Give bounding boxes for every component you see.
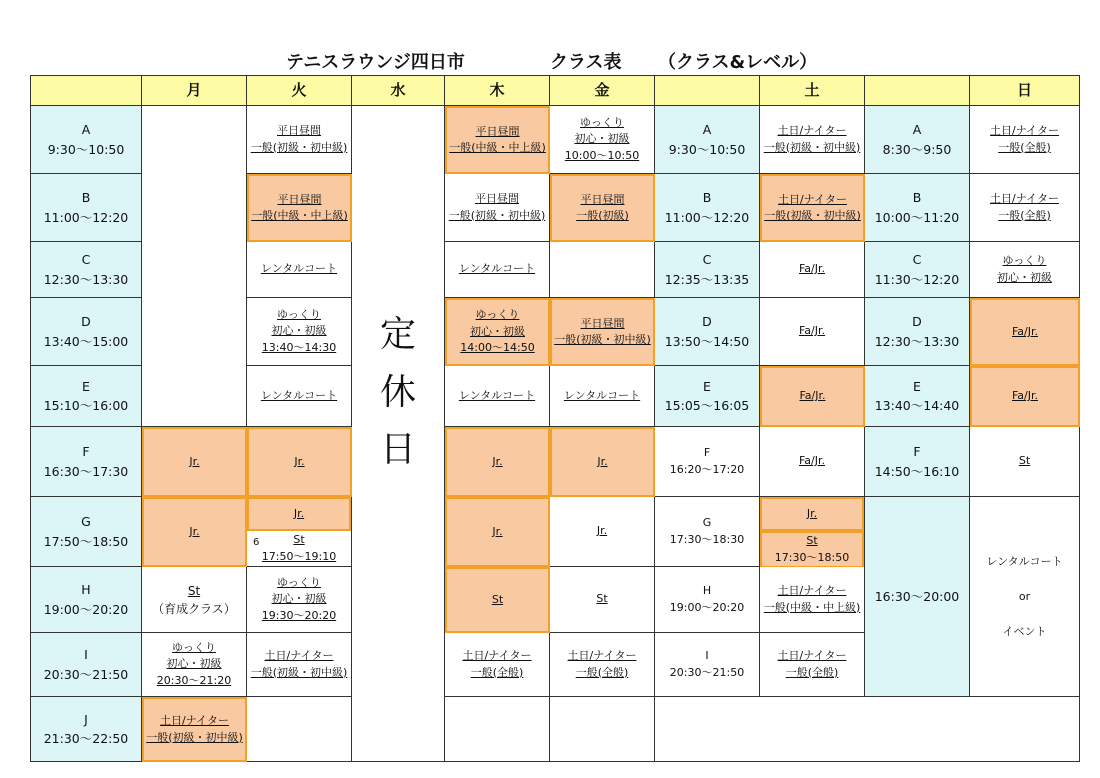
mon-empty xyxy=(142,106,247,427)
sun-time-e: E 13:40〜14:40 xyxy=(865,366,970,427)
sat-time-d: D 13:50〜14:50 xyxy=(655,298,760,366)
thu-c: レンタルコート xyxy=(445,242,550,298)
fri-g: Jr. xyxy=(550,497,655,567)
tue-c: レンタルコート xyxy=(247,242,352,298)
sat-f: Fa/Jr. xyxy=(760,427,865,497)
sun-time-g: 16:30〜20:00 xyxy=(865,497,970,697)
header-sun: 日 xyxy=(970,75,1080,106)
sun-f: St xyxy=(970,427,1080,497)
header-mon: 月 xyxy=(142,75,247,106)
sun-time-c: C 11:30〜12:20 xyxy=(865,242,970,298)
header-sat: 土 xyxy=(760,75,865,106)
sat-time-e: E 15:05〜16:05 xyxy=(655,366,760,427)
time-i: I 20:30〜21:50 xyxy=(30,633,142,697)
sat-g-top: Jr. xyxy=(760,497,864,531)
time-j: J 21:30〜22:50 xyxy=(30,697,142,762)
mon-j: 土日/ナイター 一般(初級・初中級) xyxy=(142,697,247,762)
time-c: C 12:30〜13:30 xyxy=(30,242,142,298)
fri-c xyxy=(550,242,655,298)
time-f: F 16:30〜17:30 xyxy=(30,427,142,497)
page-title xyxy=(0,46,1100,72)
sun-b: 土日/ナイター 一般(全般) xyxy=(970,174,1080,242)
time-a: A 9:30〜10:50 xyxy=(30,106,142,174)
time-d: D 13:40〜15:00 xyxy=(30,298,142,366)
tue-f: Jr. xyxy=(247,427,352,497)
fri-h: St xyxy=(550,567,655,633)
tue-g xyxy=(247,497,352,567)
thu-d: ゆっくり 初心・初級 14:00〜14:50 xyxy=(445,298,550,366)
tue-j xyxy=(247,697,352,762)
sat-g xyxy=(760,497,865,567)
sat-g-bottom: St 17:30〜18:50 xyxy=(760,531,864,568)
sun-time-b: B 10:00〜11:20 xyxy=(865,174,970,242)
tue-g-bottom: 6 St 17:50〜19:10 xyxy=(253,533,337,563)
header-fri: 金 xyxy=(550,75,655,106)
sat-d: Fa/Jr. xyxy=(760,298,865,366)
time-h: H 19:00〜20:20 xyxy=(30,567,142,633)
mon-h: St （育成クラス） xyxy=(142,567,247,633)
sat-time-f: F 16:20〜17:20 xyxy=(655,427,760,497)
sun-g: レンタルコート or イベント xyxy=(970,497,1080,697)
sat-time-a: A 9:30〜10:50 xyxy=(655,106,760,174)
sat-time-i: I 20:30〜21:50 xyxy=(655,633,760,697)
time-e: E 15:10〜16:00 xyxy=(30,366,142,427)
sun-time-f: F 14:50〜16:10 xyxy=(865,427,970,497)
sat-i: 土日/ナイター 一般(全般) xyxy=(760,633,865,697)
sat-a: 土日/ナイター 一般(初級・初中級) xyxy=(760,106,865,174)
sat-b: 土日/ナイター 一般(初級・初中級) xyxy=(760,174,865,242)
sat-time-c: C 12:35〜13:35 xyxy=(655,242,760,298)
fri-e: レンタルコート xyxy=(550,366,655,427)
sun-c: ゆっくり 初心・初級 xyxy=(970,242,1080,298)
wed-closed: 定 休 日 xyxy=(352,106,445,762)
fri-j xyxy=(550,697,655,762)
schedule-table xyxy=(30,75,1080,763)
fri-i: 土日/ナイター 一般(全般) xyxy=(550,633,655,697)
fri-a: ゆっくり 初心・初級 10:00〜10:50 xyxy=(550,106,655,174)
tue-a: 平日昼間 一般(初級・初中級) xyxy=(247,106,352,174)
mon-f: Jr. xyxy=(142,427,247,497)
fri-f: Jr. xyxy=(550,427,655,497)
header-sun-blank xyxy=(865,75,970,106)
tue-g-top: Jr. xyxy=(247,497,351,531)
time-g: G 17:50〜18:50 xyxy=(30,497,142,567)
tue-d: ゆっくり 初心・初級 13:40〜14:30 xyxy=(247,298,352,366)
sat-e: Fa/Jr. xyxy=(760,366,865,427)
title-table: クラス表 xyxy=(550,52,622,73)
sun-d: Fa/Jr. xyxy=(970,298,1080,366)
weekend-j-empty xyxy=(655,697,1080,762)
header-sat-blank xyxy=(655,75,760,106)
fri-d: 平日昼間 一般(初級・初中級) xyxy=(550,298,655,366)
tue-h: ゆっくり 初心・初級 19:30〜20:20 xyxy=(247,567,352,633)
fri-b: 平日昼間 一般(初級) xyxy=(550,174,655,242)
thu-j xyxy=(445,697,550,762)
sun-e: Fa/Jr. xyxy=(970,366,1080,427)
tue-g-number: 6 xyxy=(253,537,260,548)
sun-a: 土日/ナイター 一般(全般) xyxy=(970,106,1080,174)
thu-f: Jr. xyxy=(445,427,550,497)
thu-e: レンタルコート xyxy=(445,366,550,427)
thu-i: 土日/ナイター 一般(全般) xyxy=(445,633,550,697)
sat-time-g: G 17:30〜18:30 xyxy=(655,497,760,567)
time-b: B 11:00〜12:20 xyxy=(30,174,142,242)
thu-a: 平日昼間 一般(中級・中上級) xyxy=(445,106,550,174)
sat-h: 土日/ナイター 一般(中級・中上級) xyxy=(760,567,865,633)
tue-e: レンタルコート xyxy=(247,366,352,427)
tue-b: 平日昼間 一般(中級・中上級) xyxy=(247,174,352,242)
sat-time-b: B 11:00〜12:20 xyxy=(655,174,760,242)
header-wed: 水 xyxy=(352,75,445,106)
title-venue: テニスラウンジ四日市 xyxy=(286,52,465,73)
thu-h: St xyxy=(445,567,550,633)
title-sub: （クラス&レベル） xyxy=(658,52,818,73)
thu-g: Jr. xyxy=(445,497,550,567)
sun-time-a: A 8:30〜9:50 xyxy=(865,106,970,174)
header-tue: 火 xyxy=(247,75,352,106)
sat-c: Fa/Jr. xyxy=(760,242,865,298)
sat-time-h: H 19:00〜20:20 xyxy=(655,567,760,633)
thu-b: 平日昼間 一般(初級・初中級) xyxy=(445,174,550,242)
mon-g: Jr. xyxy=(142,497,247,567)
tue-i: 土日/ナイター 一般(初級・初中級) xyxy=(247,633,352,697)
mon-i: ゆっくり 初心・初級 20:30〜21:20 xyxy=(142,633,247,697)
header-thu: 木 xyxy=(445,75,550,106)
sun-time-d: D 12:30〜13:30 xyxy=(865,298,970,366)
header-blank xyxy=(30,75,142,106)
